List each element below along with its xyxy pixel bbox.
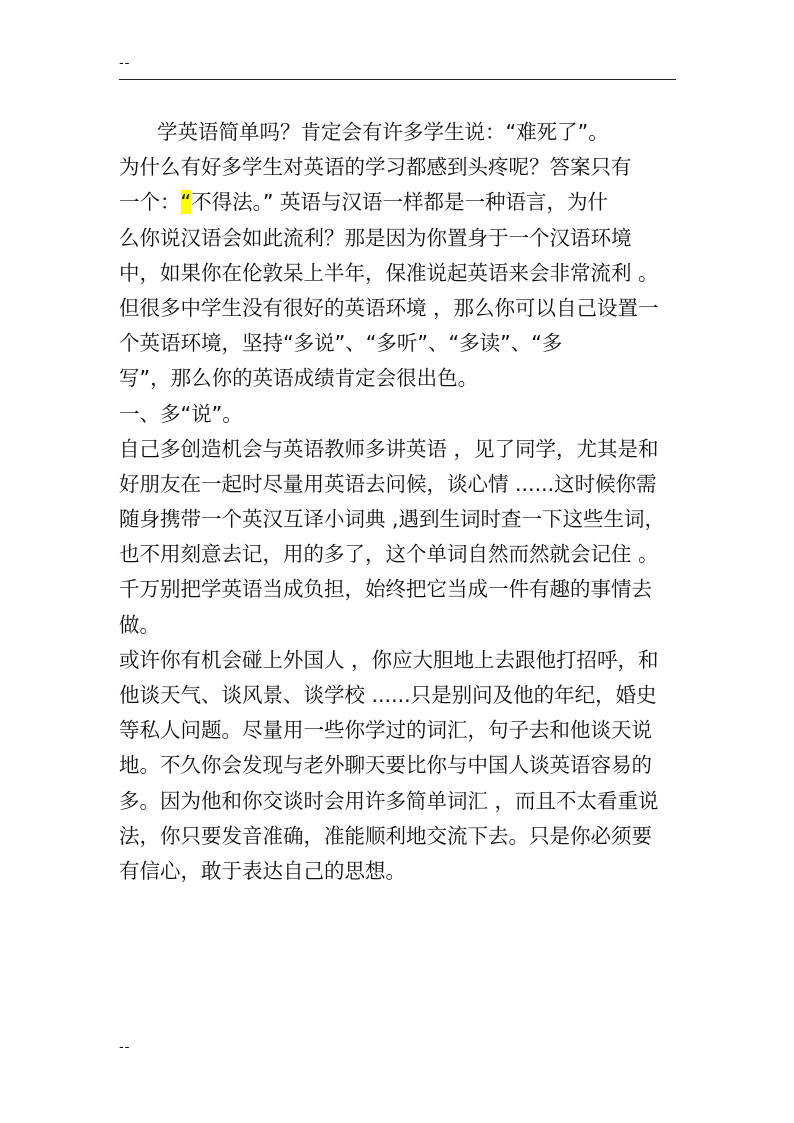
paragraph-line-4: 么你说汉语会如此流利？那是因为你置身于一个汉语环境 bbox=[119, 225, 632, 250]
paragraph-line-21: 有信心，敢于表达自己的思想。 bbox=[119, 858, 406, 883]
paragraph-line-5: 中，如果你在伦敦呆上半年，保准说起英语来会非常流利 。 bbox=[119, 260, 659, 285]
paragraph-line-14: 做。 bbox=[119, 612, 160, 637]
paragraph-line-19: 多。因为他和你交谈时会用许多简单词汇 ，而且不太看重说 bbox=[119, 788, 659, 813]
paragraph-line-20: 法，你只要发音准确，准能顺利地交流下去。只是你必须要 bbox=[119, 823, 652, 848]
page-header-mark: -- bbox=[119, 56, 131, 71]
paragraph-line-17: 等私人问题。尽量用一些你学过的词汇，句子去和他谈天说 bbox=[119, 718, 652, 743]
paragraph-line-1 bbox=[119, 115, 679, 150]
paragraph-line-8: 写”，那么你的英语成绩肯定会很出色。 bbox=[119, 366, 479, 391]
paragraph-line-10: 好朋友在一起时尽量用英语去问候，谈心情 ......这时候你需 bbox=[119, 471, 657, 496]
paragraph-line-3 bbox=[119, 185, 679, 220]
paragraph-line-13: 千万别把学英语当成负担，始终把它当成一件有趣的事情去 bbox=[119, 577, 652, 602]
header-divider bbox=[119, 79, 676, 80]
line-text: 不得法。” 英语与汉语一样都是一种语言，为什 bbox=[191, 190, 609, 215]
page-footer-mark: -- bbox=[119, 1040, 131, 1055]
paragraph-line-9: 自己多创造机会与英语教师多讲英语 ，见了同学，尤其是和 bbox=[119, 436, 659, 461]
paragraph-line-18: 地。不久你会发现与老外聊天要比你与中国人谈英语容易的 bbox=[119, 753, 652, 778]
line-text: 学英语简单吗？肯定会有许多学生说：“难死了”。 bbox=[157, 120, 609, 144]
section-heading: 一、多“说”。 bbox=[119, 401, 243, 426]
document-body bbox=[119, 115, 679, 889]
paragraph-line-12: 也不用刻意去记，用的多了，这个单词自然而然就会记住 。 bbox=[119, 542, 659, 567]
paragraph-line-7: 个英语环境，坚持“多说”、“多听”、“多读”、“多 bbox=[119, 331, 563, 356]
paragraph-line-16: 他谈天气、谈风景、谈学校 ......只是别问及他的年纪，婚史 bbox=[119, 683, 657, 707]
paragraph-line-2: 为什么有好多学生对英语的学习都感到头疼呢？答案只有 bbox=[119, 155, 632, 180]
paragraph-line-6: 但很多中学生没有很好的英语环境 ，那么你可以自己设置一 bbox=[119, 295, 659, 320]
line-text: 一个： bbox=[119, 190, 181, 215]
paragraph-line-15: 或许你有机会碰上外国人 ，你应大胆地上去跟他打招呼，和 bbox=[119, 647, 659, 672]
highlighted-quote-mark: “ bbox=[180, 190, 192, 215]
paragraph-line-11: 随身携带一个英汉互译小词典 ,遇到生词时查一下这些生词， bbox=[119, 507, 666, 532]
